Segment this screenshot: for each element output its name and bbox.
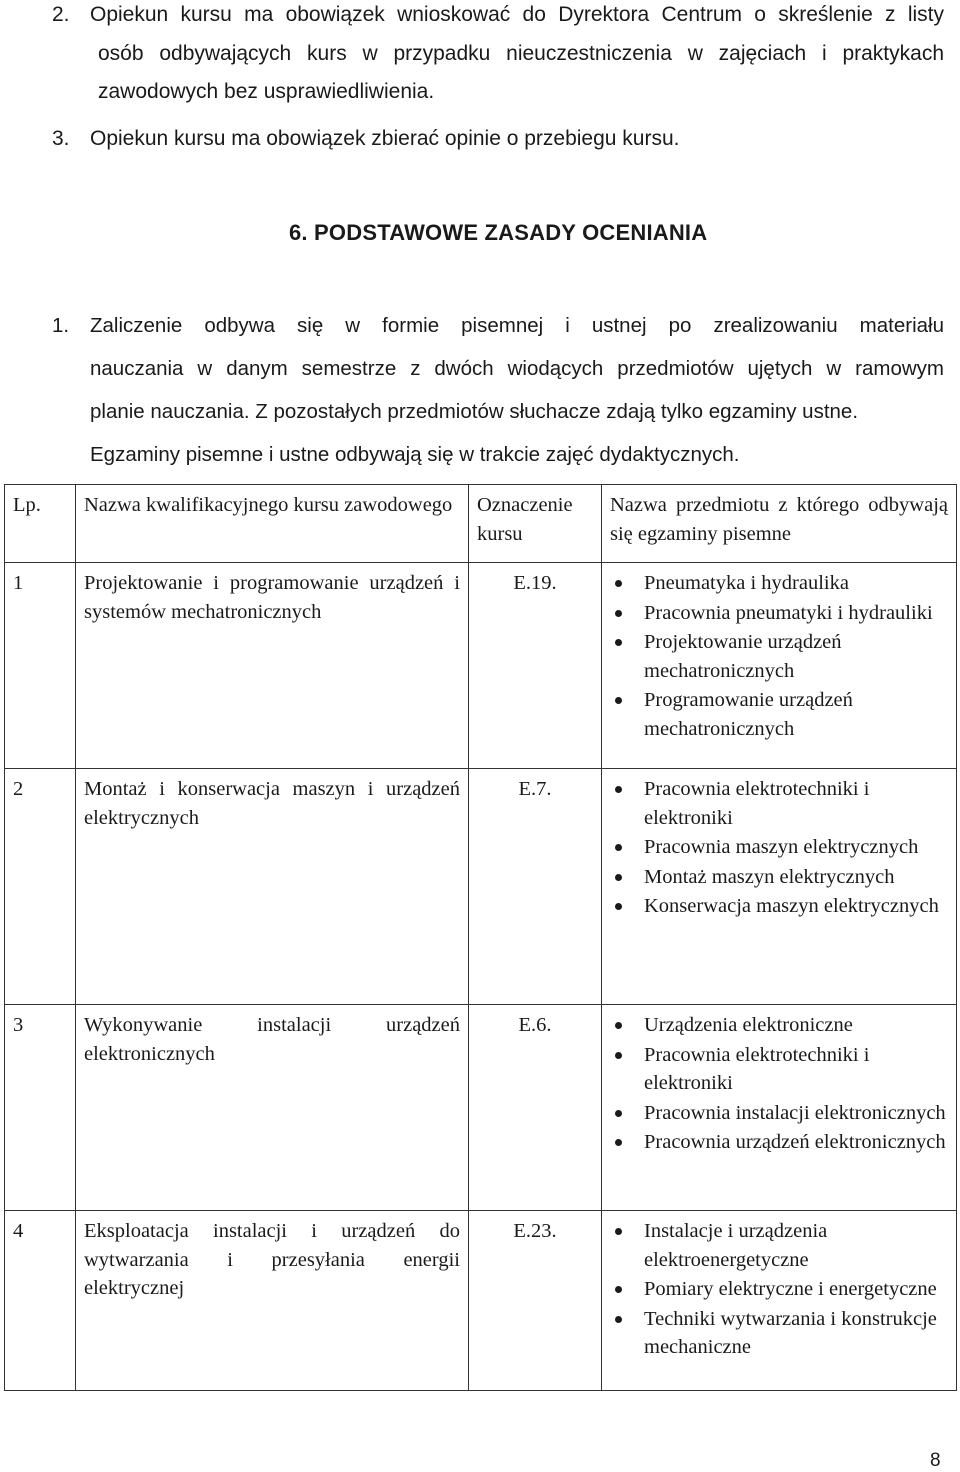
list-item: Montaż maszyn elektrycznych [610, 863, 948, 892]
list-item: Pracownia elektrotechniki i elektroniki [610, 1041, 948, 1098]
paragraph-line: Zaliczenie odbywa się w formie pisemnej i ustnej po zrealizowaniu materiału [90, 314, 944, 337]
list-item: Pneumatyka i hydraulika [610, 569, 948, 598]
row-course-name: Wykonywanie instalacji urządzeń elektronicznych [76, 1005, 469, 1211]
grading-paragraph [52, 304, 944, 476]
row-subjects [602, 769, 957, 1005]
table-row [5, 1005, 957, 1211]
table-header-row [5, 485, 957, 563]
list-number: 3. [52, 127, 70, 150]
row-course-code: E.6. [469, 1005, 602, 1211]
row-subjects [602, 563, 957, 769]
list-item: Instalacje i urządzenia elektroenergetyczne [610, 1217, 948, 1274]
list-item: Projektowanie urządzeń mechatronicznych [610, 628, 948, 685]
paragraph-line: Egzaminy pisemne i ustne odbywają się w trakcie zajęć dydaktycznych. [90, 443, 740, 466]
courses-table [4, 484, 957, 1391]
table-row [5, 563, 957, 769]
list-item: Konserwacja maszyn elektrycznych [610, 892, 948, 921]
row-course-code: E.7. [469, 769, 602, 1005]
list-item-2 [52, 0, 944, 107]
row-course-code: E.19. [469, 563, 602, 769]
list-item: Pomiary elektryczne i energetyczne [610, 1275, 948, 1304]
row-subjects [602, 1211, 957, 1391]
list-item: Pracownia urządzeń elektronicznych [610, 1128, 948, 1157]
page-number: 8 [930, 1450, 941, 1471]
list-text-line: osób odbywających kurs w przypadku nieuczestniczenia w zajęciach i praktykach [98, 42, 944, 65]
paragraph-line: planie nauczania. Z pozostałych przedmiotów słuchacze zdają tylko egzaminy ustne. [90, 400, 859, 423]
row-course-name: Eksploatacja instalacji i urządzeń do wytwarzania i przesyłania energii elektrycznej [76, 1211, 469, 1391]
list-item: Pracownia instalacji elektronicznych [610, 1099, 948, 1128]
paragraph-line: nauczania w danym semestrze z dwóch wiodących przedmiotów ujętych w ramowym [90, 357, 944, 380]
header-course-name: Nazwa kwalifikacyjnego kursu zawodowego [76, 485, 469, 563]
list-text-line: Opiekun kursu ma obowiązek wnioskować do Dyrektora Centrum o skreślenie z listy [90, 3, 944, 26]
header-lp: Lp. [5, 485, 76, 563]
list-item: Techniki wytwarzania i konstrukcje mechaniczne [610, 1305, 948, 1362]
row-lp: 2 [5, 769, 76, 1005]
list-item: Pracownia maszyn elektrycznych [610, 833, 948, 862]
row-course-code: E.23. [469, 1211, 602, 1391]
row-lp: 3 [5, 1005, 76, 1211]
list-item: Urządzenia elektroniczne [610, 1011, 948, 1040]
list-number: 1. [52, 314, 70, 337]
section-heading: 6. PODSTAWOWE ZASADY OCENIANIA [289, 220, 708, 245]
row-subjects [602, 1005, 957, 1211]
list-text-line: Opiekun kursu ma obowiązek zbierać opinie o przebiegu kursu. [90, 127, 680, 150]
list-item: Pracownia elektrotechniki i elektroniki [610, 775, 948, 832]
row-lp: 4 [5, 1211, 76, 1391]
header-course-code: Oznaczenie kursu [469, 485, 602, 563]
row-course-name: Projektowanie i programowanie urządzeń i systemów mechatronicznych [76, 563, 469, 769]
list-text-line: zawodowych bez usprawiedliwienia. [98, 80, 435, 103]
row-lp: 1 [5, 563, 76, 769]
table-row [5, 1211, 957, 1391]
row-course-name: Montaż i konserwacja maszyn i urządzeń elektrycznych [76, 769, 469, 1005]
list-item-3 [52, 124, 944, 154]
header-subjects: Nazwa przedmiotu z którego odbywają się egzaminy pisemne [602, 485, 957, 563]
table-row [5, 769, 957, 1005]
list-number: 2. [52, 3, 70, 26]
list-item: Programowanie urządzeń mechatronicznych [610, 686, 948, 743]
list-item: Pracownia pneumatyki i hydrauliki [610, 599, 948, 628]
